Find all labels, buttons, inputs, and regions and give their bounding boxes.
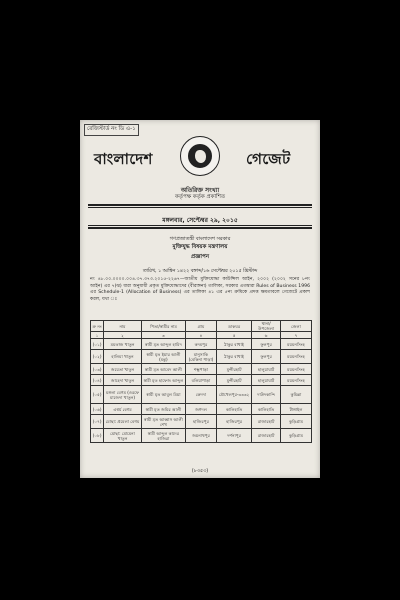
cell-name: মমতাজ খাতুন bbox=[104, 339, 142, 350]
page-number: (৮৩৫৩) bbox=[191, 469, 209, 474]
cell-name: জয়েতা খাতুন bbox=[104, 364, 142, 375]
cell-post-office: মুন্সীরহাট bbox=[216, 364, 251, 375]
cell-father-husband: স্বামী মৃত আব্বাস আলী শেখ bbox=[141, 415, 185, 429]
government-seal-icon bbox=[180, 136, 220, 176]
title-gazette: গেজেট bbox=[246, 150, 291, 168]
table-row bbox=[91, 415, 312, 429]
cell-serial: (০৩) bbox=[91, 364, 104, 375]
notice-paragraph: নং ৪৮.০০.০০০০.০০৪.৩৭.৩৭৩.২০১৫-২২৬৭—জাতীয় মুক্তিযোদ্ধা কাউন্সিল আইন, ২০০২ (২০০২ সনের ৮নং আইন) এর ৭(ঝ) ধারা অনুযায়ী প্রকৃত মুক্তিযোদ্ধাদের (বীরাঙ্গনা) তালিকা, সরকার এতদ্বারা Rules of Business 1996 এর Schedule-1 (Allocation of Business) এর তালিকা ৪১ এর ৫নং ক্রমিকে প্রদত্ত ক্ষমতাবলে গেজেটে প্রকাশ করল, যথা ঃ bbox=[90, 277, 310, 302]
table-row bbox=[91, 386, 312, 404]
cell-father-husband: স্বামী মৃত জমির আলী bbox=[141, 404, 185, 415]
gazette-authority: কর্তৃপক্ষ কর্তৃক প্রকাশিত bbox=[175, 194, 225, 200]
gazette-page bbox=[80, 120, 320, 478]
cell-post-office: মৌখেলপুর-৩৩৩২ bbox=[216, 386, 251, 404]
cell-father-husband: স্বামী মৃত হাফেজ আব্দুল bbox=[141, 375, 185, 386]
col-header-serial: ক্র নং bbox=[91, 321, 104, 332]
table-row bbox=[91, 404, 312, 415]
col-number: ৭ bbox=[281, 332, 312, 339]
cell-serial: (০৪) bbox=[91, 375, 104, 386]
table-row bbox=[91, 339, 312, 350]
title-bangladesh: বাংলাদেশ bbox=[94, 150, 153, 168]
cell-father-husband: স্বামী মৃত আবুল মিয়া bbox=[141, 386, 185, 404]
cell-upazila: হালুয়াঘাট bbox=[252, 364, 281, 375]
col-header-village: গ্রাম bbox=[186, 321, 217, 332]
table-row bbox=[91, 364, 312, 375]
cell-serial: (০৮) bbox=[91, 429, 104, 443]
col-number: ১ bbox=[91, 332, 104, 339]
cell-post-office: ঠাকুর বাখাই bbox=[216, 339, 251, 350]
cell-father-husband: স্বামী মৃত আব্দুল হামিদ bbox=[141, 339, 185, 350]
cell-village: জয়নাথপুর bbox=[186, 429, 217, 443]
col-number: ৩ bbox=[141, 332, 185, 339]
cell-upazila: রাজারহাট bbox=[252, 415, 281, 429]
cell-village: জগদল bbox=[186, 404, 217, 415]
cell-village: হাজিরপুর bbox=[186, 415, 217, 429]
government-name: গণপ্রজাতন্ত্রী বাংলাদেশ সরকার bbox=[169, 236, 231, 242]
cell-upazila: হালুয়াঘাট bbox=[252, 375, 281, 386]
cell-upazila: ফুলপুর bbox=[252, 350, 281, 364]
col-number: ২ bbox=[104, 332, 142, 339]
cell-district: কুড়িগ্রাম bbox=[281, 429, 312, 443]
registration-number: রেজিস্টার্ড নং ডি এ-১ bbox=[84, 124, 139, 136]
cell-district: ময়মনসিংহ bbox=[281, 375, 312, 386]
cell-name: হালিমা খাতুন bbox=[104, 350, 142, 364]
cell-name: মোছা: মোমেনা খাতুন bbox=[104, 429, 142, 443]
table-row bbox=[91, 429, 312, 443]
cell-father-husband: স্বামী মৃত ইয়ার আলী (মন্তু) bbox=[141, 350, 185, 364]
cell-post-office: হাজিরপুর bbox=[216, 415, 251, 429]
cell-post-office: ঠাকুর বাখাই bbox=[216, 350, 251, 364]
cell-upazila: ফুলপুর bbox=[252, 339, 281, 350]
cell-district: কুমিল্লা bbox=[281, 386, 312, 404]
cell-post-office: মুন্সীরহাট bbox=[216, 375, 251, 386]
cell-name: মঙ্গলা বেগম (ওরফে মাজেদা খাতুন) bbox=[104, 386, 142, 404]
cell-name: জাহেদা খাতুন bbox=[104, 375, 142, 386]
ministry-name: মুক্তিযুদ্ধ বিষয়ক মন্ত্রণালয় bbox=[172, 244, 228, 250]
col-number: ৪ bbox=[186, 332, 217, 339]
table-row bbox=[91, 375, 312, 386]
table-number-row bbox=[91, 332, 312, 339]
cell-district: কুড়িগ্রাম bbox=[281, 415, 312, 429]
cell-district: টাঙ্গাইল bbox=[281, 404, 312, 415]
col-header-district: জেলা bbox=[281, 321, 312, 332]
map-icon bbox=[195, 150, 206, 163]
divider bbox=[88, 207, 312, 208]
cell-district: ময়মনসিংহ bbox=[281, 339, 312, 350]
cell-upazila: কালিহাতি bbox=[252, 404, 281, 415]
seal-emblem bbox=[188, 144, 212, 168]
notice-heading: প্রজ্ঞাপন bbox=[191, 254, 209, 260]
cell-post-office: কালিহাতি bbox=[216, 404, 251, 415]
cell-serial: (০১) bbox=[91, 339, 104, 350]
divider bbox=[88, 225, 312, 226]
cell-father-husband: স্বামী আব্দুল কাদের হাজিরা bbox=[141, 429, 185, 443]
cell-district: ময়মনসিংহ bbox=[281, 364, 312, 375]
gazette-subtitle: অতিরিক্ত সংখ্যা bbox=[180, 187, 220, 194]
col-header-father-husband: পিতা/স্বামীর নাম bbox=[141, 321, 185, 332]
col-header-post-office: ডাকঘর bbox=[216, 321, 251, 332]
cell-village: কেদদা bbox=[186, 386, 217, 404]
cell-village: বলিয়াপাড়া bbox=[186, 375, 217, 386]
table-row bbox=[91, 350, 312, 364]
gazette-masthead bbox=[80, 136, 320, 180]
col-number: ৬ bbox=[252, 332, 281, 339]
cell-serial: (০৬) bbox=[91, 404, 104, 415]
cell-father-husband: স্বামী মৃত আবেদ আলী bbox=[141, 364, 185, 375]
cell-serial: (০৭) bbox=[91, 415, 104, 429]
cell-name: এশ্বর্য বেগম bbox=[104, 404, 142, 415]
cell-post-office: দর্শনাপুর bbox=[216, 429, 251, 443]
divider bbox=[88, 227, 312, 229]
table-header-row bbox=[91, 321, 312, 332]
col-header-upazila: থানা/ উপজেলা bbox=[252, 321, 281, 332]
col-header-name: নাম bbox=[104, 321, 142, 332]
freedom-fighter-table bbox=[90, 320, 312, 443]
cell-village: মানুসাকি (বেকিনা পাড়া) bbox=[186, 350, 217, 364]
cell-serial: (০২) bbox=[91, 350, 104, 364]
publication-date: মঙ্গলবার, সেপ্টেম্বর ২৯, ২০১৫ bbox=[162, 217, 238, 224]
cell-upazila: রাজারহাট bbox=[252, 429, 281, 443]
col-number: ৫ bbox=[216, 332, 251, 339]
cell-village: শম্ভূপাড়া bbox=[186, 364, 217, 375]
divider bbox=[88, 204, 312, 206]
cell-village: কদমপুর bbox=[186, 339, 217, 350]
cell-name: মোছা: প্রমেলা বেগম bbox=[104, 415, 142, 429]
notice-date: তারিখ, ১ আশ্বিন ১৪২২ বঙ্গাব্দ/১৬ সেপ্টেম্বর ২০১৫ খ্রিস্টাব্দ bbox=[142, 269, 258, 274]
cell-district: ময়মনসিংহ bbox=[281, 350, 312, 364]
cell-serial: (০৫) bbox=[91, 386, 104, 404]
cell-upazila: দাউদকান্দি bbox=[252, 386, 281, 404]
